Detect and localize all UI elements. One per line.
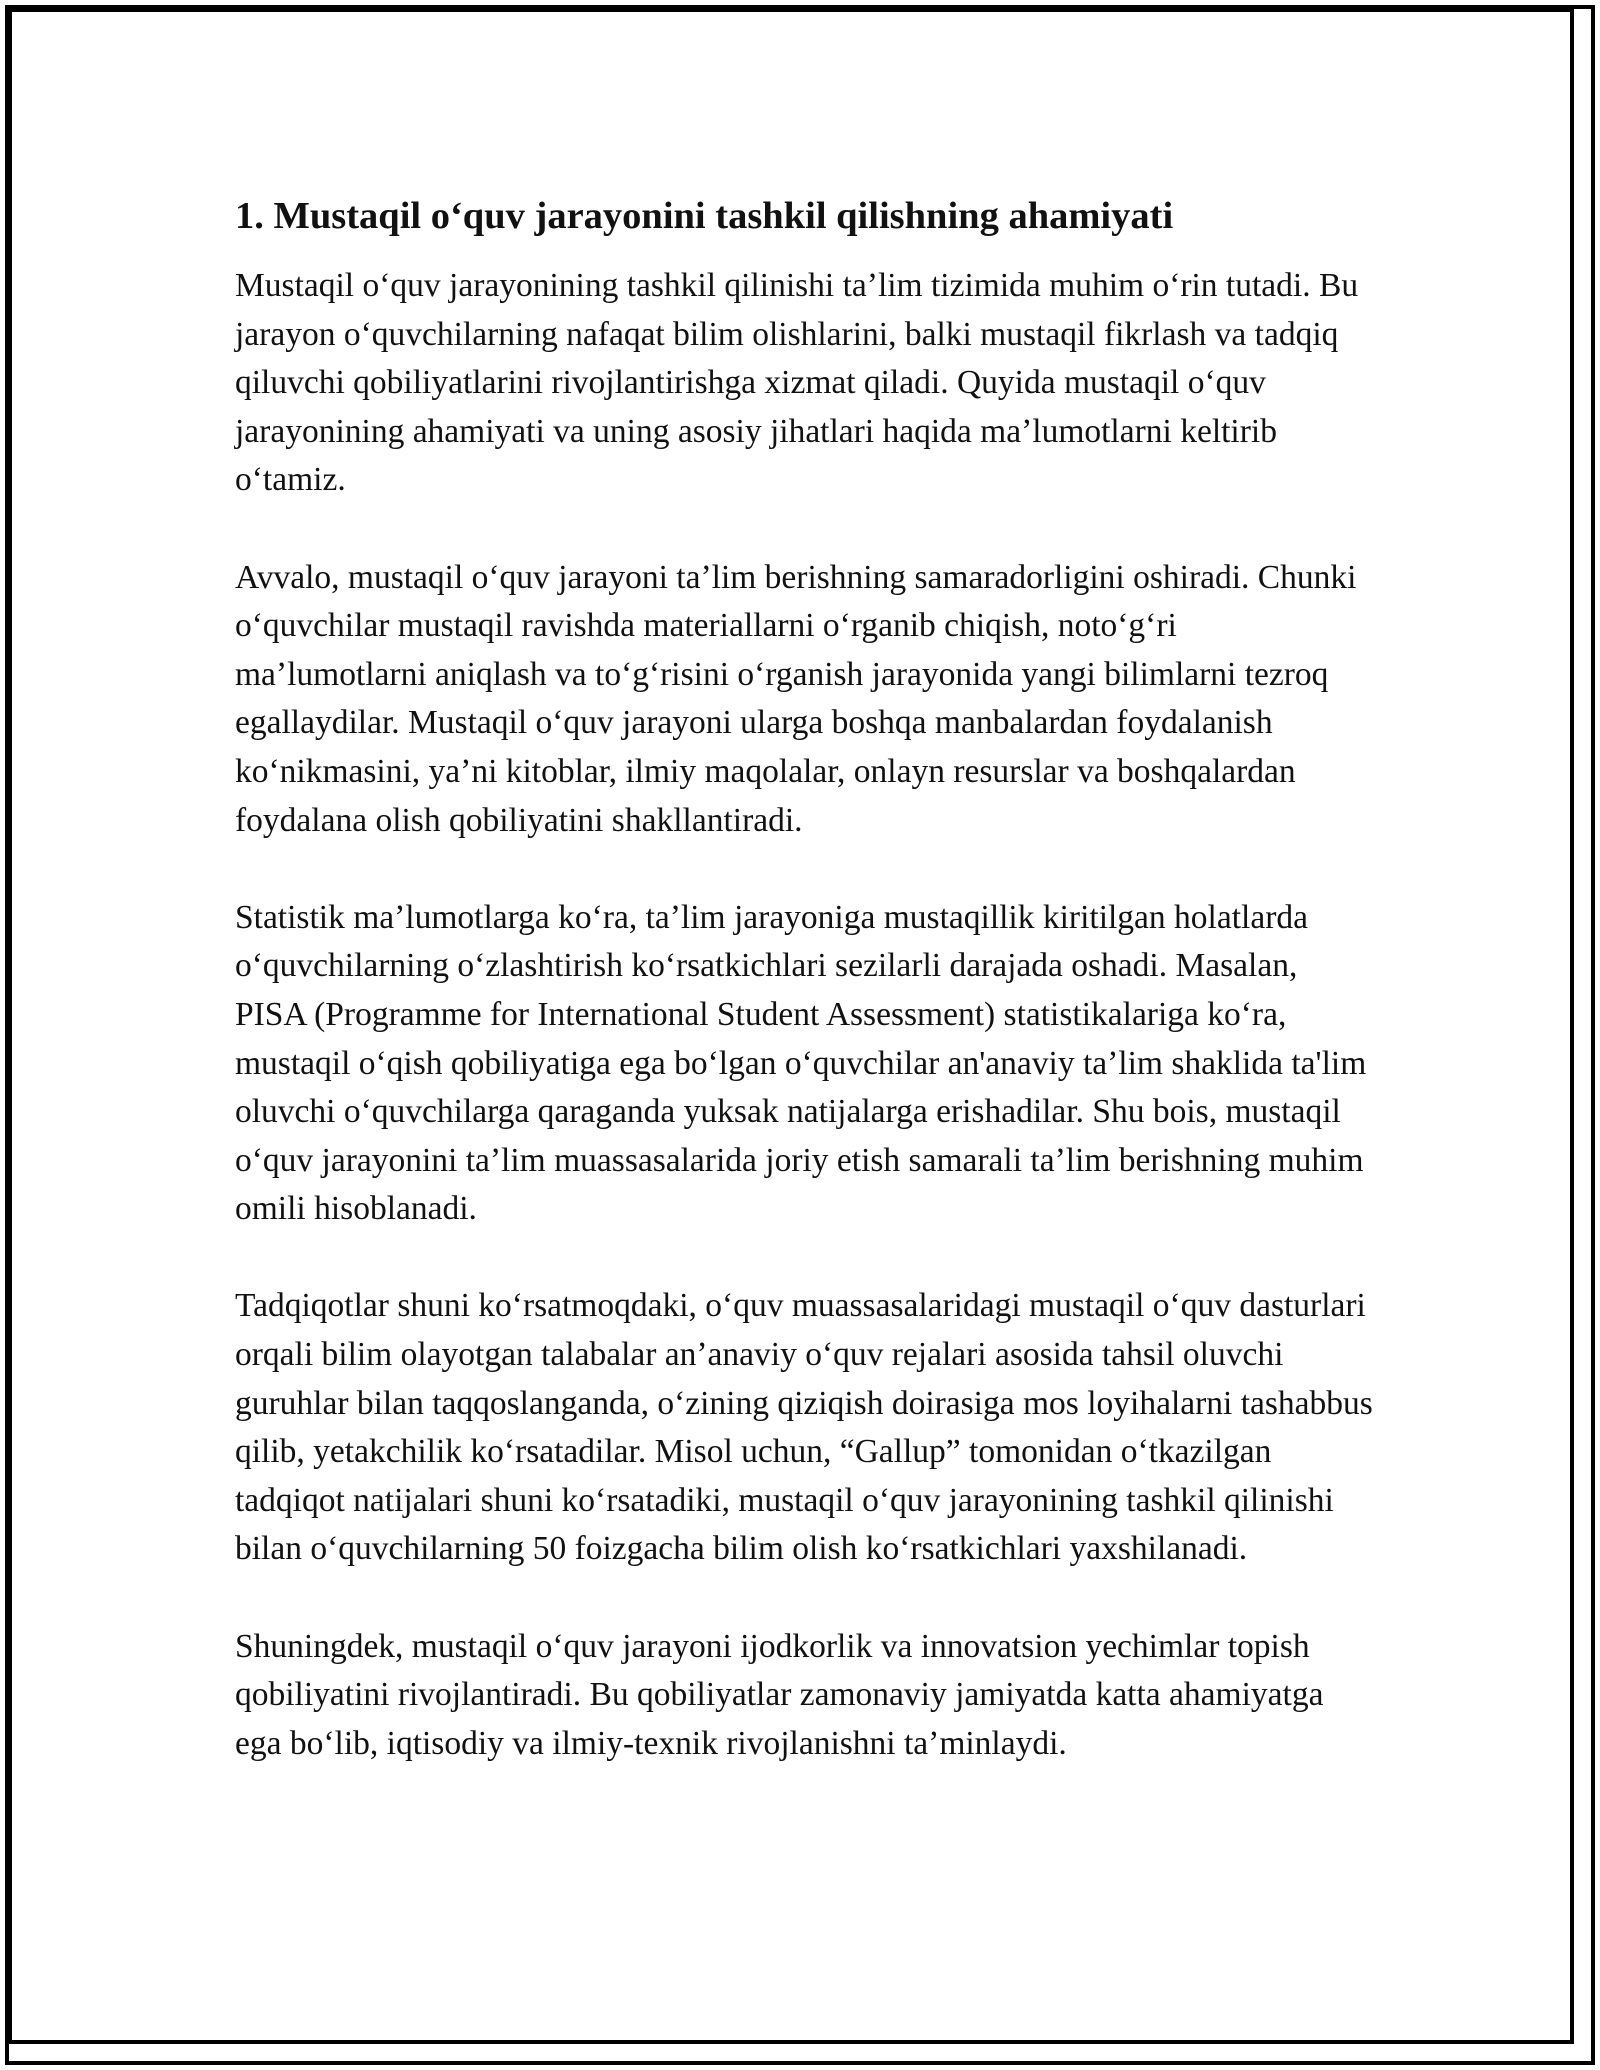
paragraph-1: Mustaqil oʻquv jarayonining tashkil qilinishi taʼlim tizimida muhim oʻrin tutadi. Bu jarayon oʻquvchilarning nafaqat bilim olishlarini, balki mustaqil fikrlash va tadqiq qiluvchi qobiliyatlarini rivojlantirishga xizmat qiladi. Quyida mustaqil oʻquv jarayonining ahamiyati va uning asosiy jihatlari haqida maʼlumotlarni keltirib oʻtamiz. [235,267,1359,499]
document-body [235,188,1375,1817]
document-title: 1. Mustaqil oʻquv jarayonini tashkil qilishning ahamiyati [235,195,1174,237]
paragraph-2: Avvalo, mustaqil oʻquv jarayoni taʼlim berishning samaradorligini oshiradi. Chunki oʻquvchilar mustaqil ravishda materiallarni oʻrganib chiqish, notoʻgʻri maʼlumotlarni aniqlash va toʻgʻrisini oʻrganish jarayonida yangi bilimlarni tezroq egallaydilar. Mustaqil oʻquv jarayoni ularga boshqa manbalardan foydalanish koʻnikmasini, yaʼni kitoblar, ilmiy maqolalar, onlayn resurslar va boshqalardan foydalana olish qobiliyatini shakllantiradi. [235,558,1357,839]
paragraph-4: Tadqiqotlar shuni koʻrsatmoqdaki, oʻquv muassasalaridagi mustaqil oʻquv dasturlari orqali bilim olayotgan talabalar anʼanaviy oʻquv rejalari asosida tahsil oluvchi guruhlar bilan taqqoslanganda, oʻzining qiziqish doirasiga mos loyihalarni tashabbus qilib, yetakchilik koʻrsatadilar. Misol uchun, “Gallup” tomonidan oʻtkazilgan tadqiqot natijalari shuni koʻrsatadiki, mustaqil oʻquv jarayonining tashkil qilinishi bilan oʻquvchilarning 50 foizgacha bilim olish koʻrsatkichlari yaxshilanadi. [235,1287,1373,1568]
paragraph-5: Shuningdek, mustaqil oʻquv jarayoni ijodkorlik va innovatsion yechimlar topish qobiliyatini rivojlantiradi. Bu qobiliyatlar zamonaviy jamiyatda katta ahamiyatga ega boʻlib, iqtisodiy va ilmiy-texnik rivojlanishni taʼminlaydi. [235,1627,1324,1762]
paragraph-3: Statistik maʼlumotlarga koʻra, taʼlim jarayoniga mustaqillik kiritilgan holatlarda oʻquvchilarning oʻzlashtirish koʻrsatkichlari sezilarli darajada oshadi. Masalan, PISA (Programme for International Student Assessment) statistikalariga koʻra, mustaqil oʻqish qobiliyatiga ega boʻlgan oʻquvchilar an'anaviy taʼlim shaklida ta'lim oluvchi oʻquvchilarga qaraganda yuksak natijalarga erishadilar. Shu bois, mustaqil oʻquv jarayonini taʼlim muassasalarida joriy etish samarali taʼlim berishning muhim omili hisoblanadi. [235,898,1367,1228]
